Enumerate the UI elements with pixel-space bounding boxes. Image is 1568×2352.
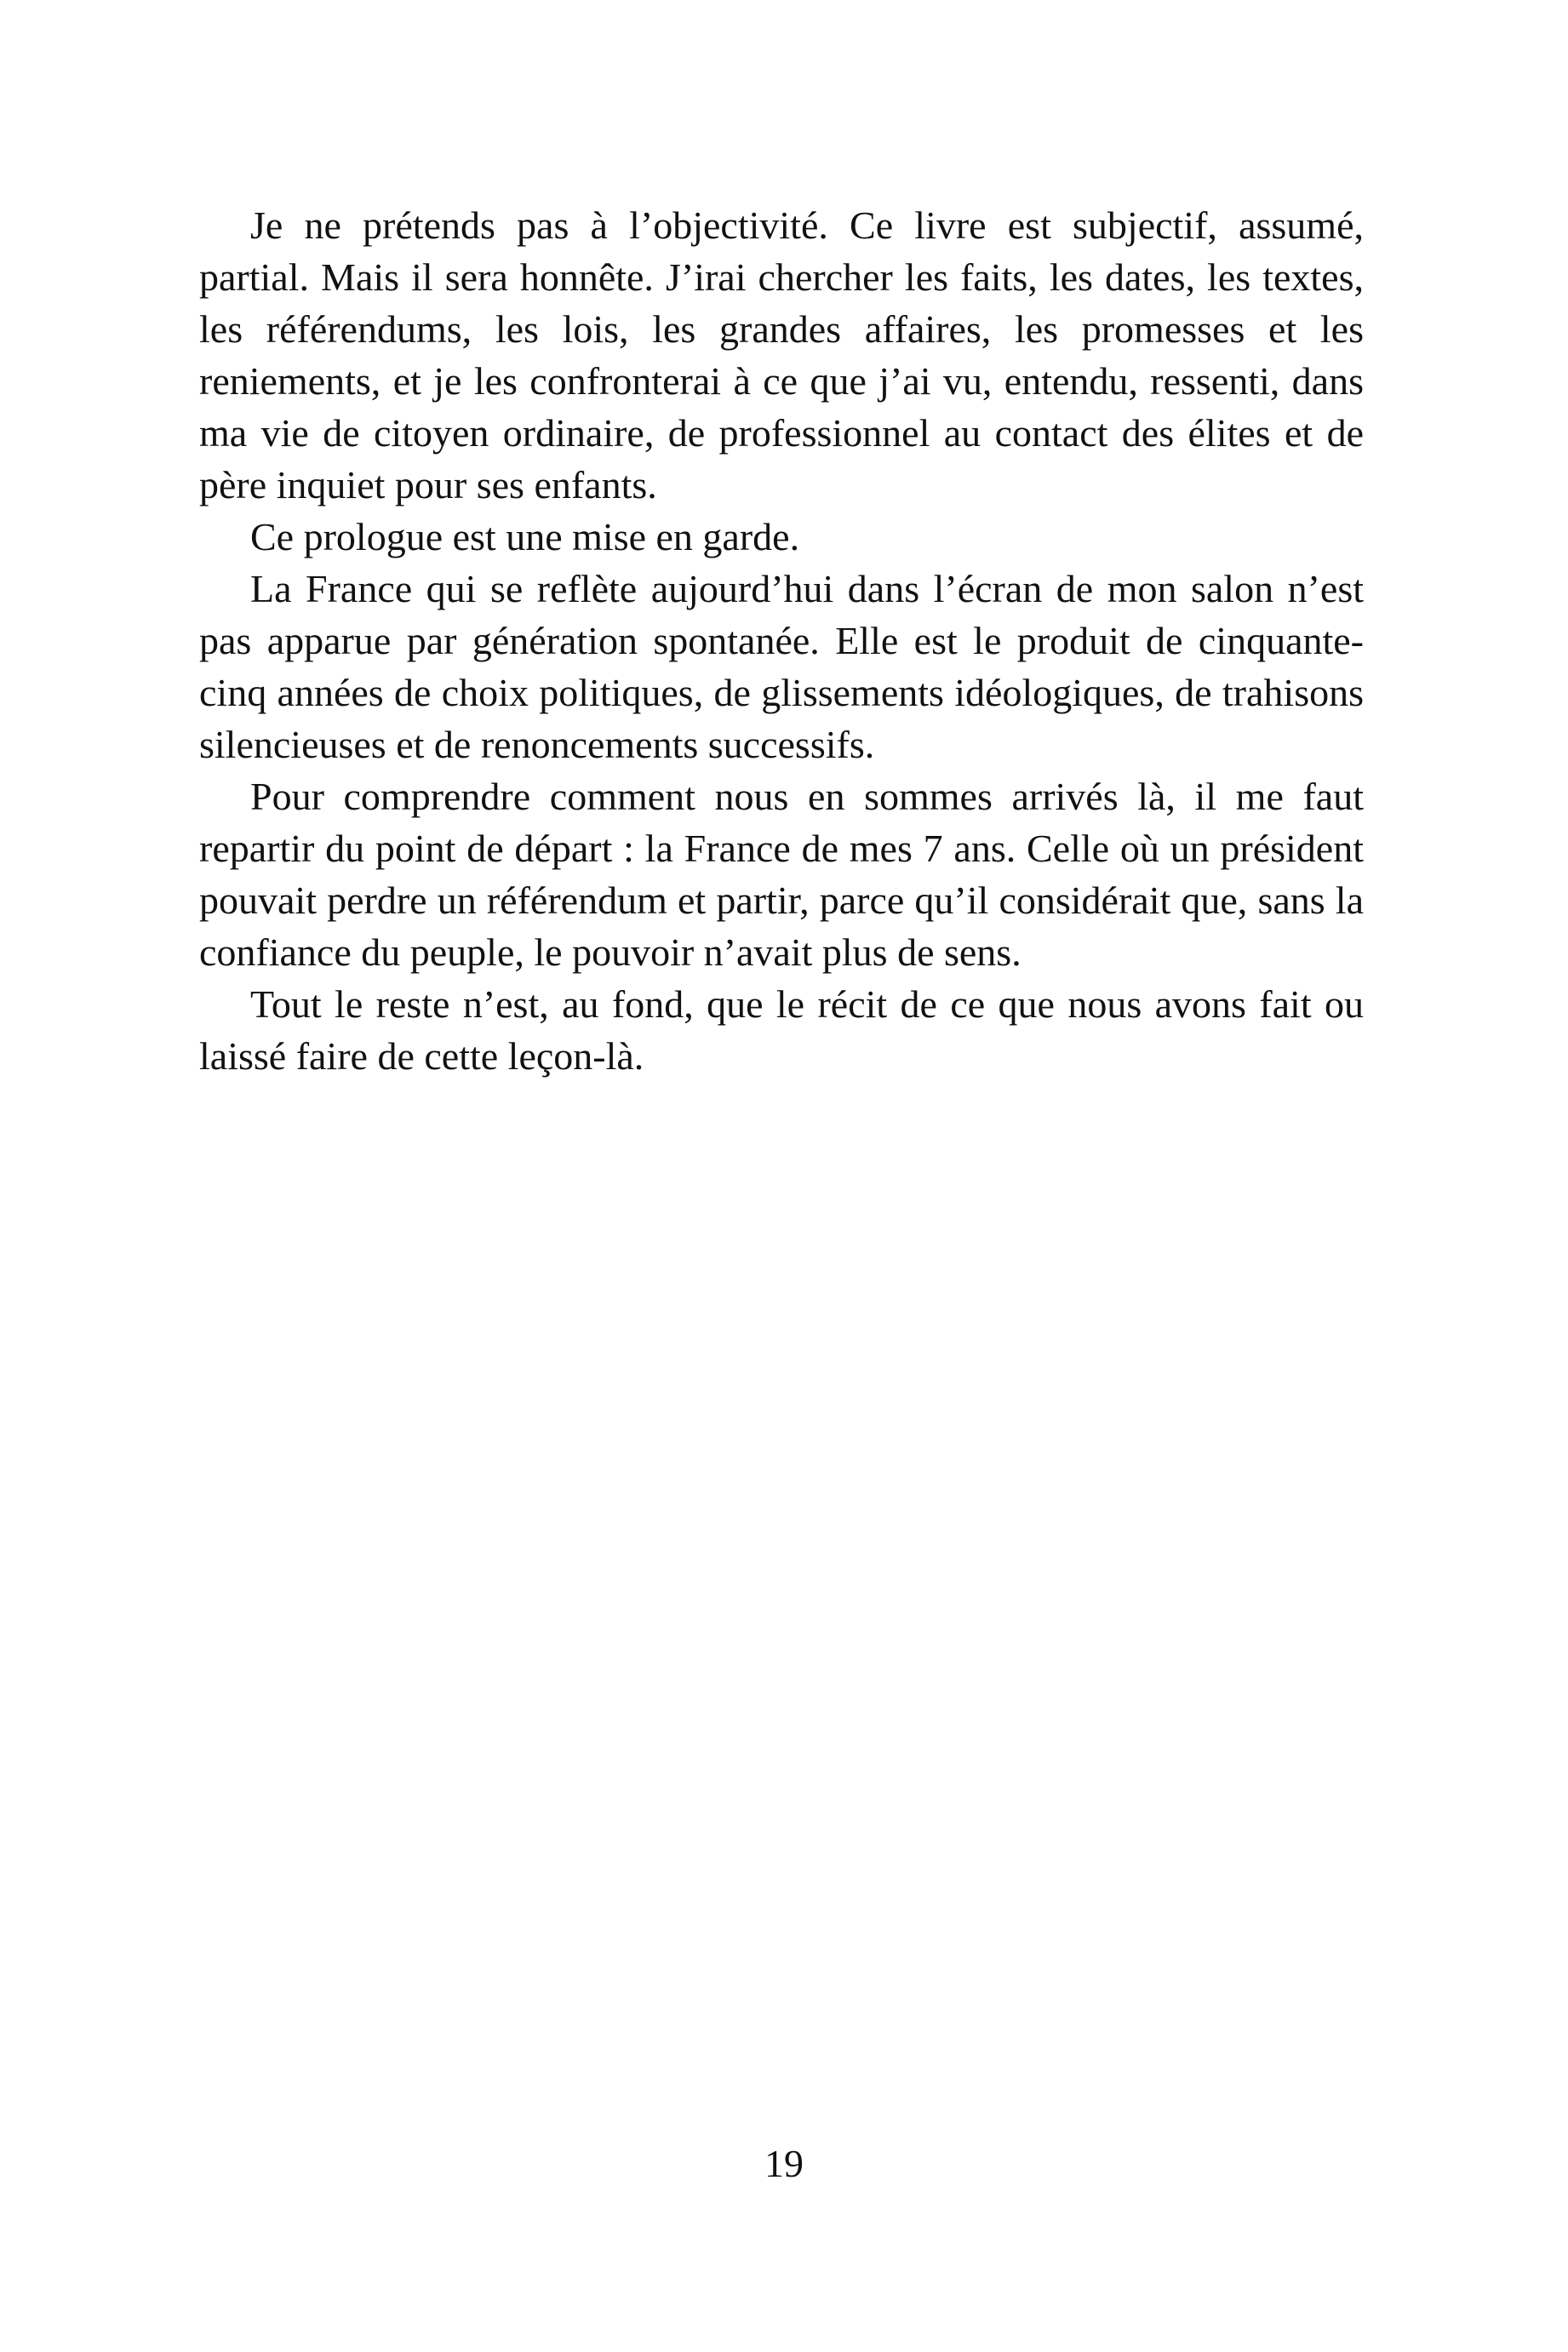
page-number: 19 (764, 2142, 804, 2185)
paragraph-1: Je ne prétends pas à l’objectivité. Ce livre est subjectif, assumé, partial. Mais il sera honnête. J’irai chercher les faits, les dates, les textes, les référendums, les lois, les grandes affaires, les promesses et les reniements, et je les confronterai à ce que j’ai vu, entendu, ressenti, dans ma vie de citoyen ordinaire, de professionnel au contact des élites et de père inquiet pour ses enfants. (199, 203, 1364, 506)
paragraph-5: Tout le reste n’est, au fond, que le récit de ce que nous avons fait ou laissé faire de cette leçon-là. (199, 982, 1364, 1078)
paragraph-3: La France qui se reflète aujourd’hui dans l’écran de mon salon n’est pas apparue par génération spontanée. Elle est le produit de cinquante-cinq années de choix politiques, de glissements idéologiques, de trahisons silencieuses et de renoncements successifs. (199, 567, 1364, 766)
paragraph-2: Ce prologue est une mise en garde. (250, 515, 800, 558)
paragraph-4: Pour comprendre comment nous en sommes arrivés là, il me faut repartir du point de départ : la France de mes 7 ans. Celle où un président pouvait perdre un référendum et partir, parce qu’il considérait que, sans la confiance du peuple, le pouvoir n’avait plus de sens. (199, 775, 1364, 974)
body-text (199, 199, 1364, 1082)
